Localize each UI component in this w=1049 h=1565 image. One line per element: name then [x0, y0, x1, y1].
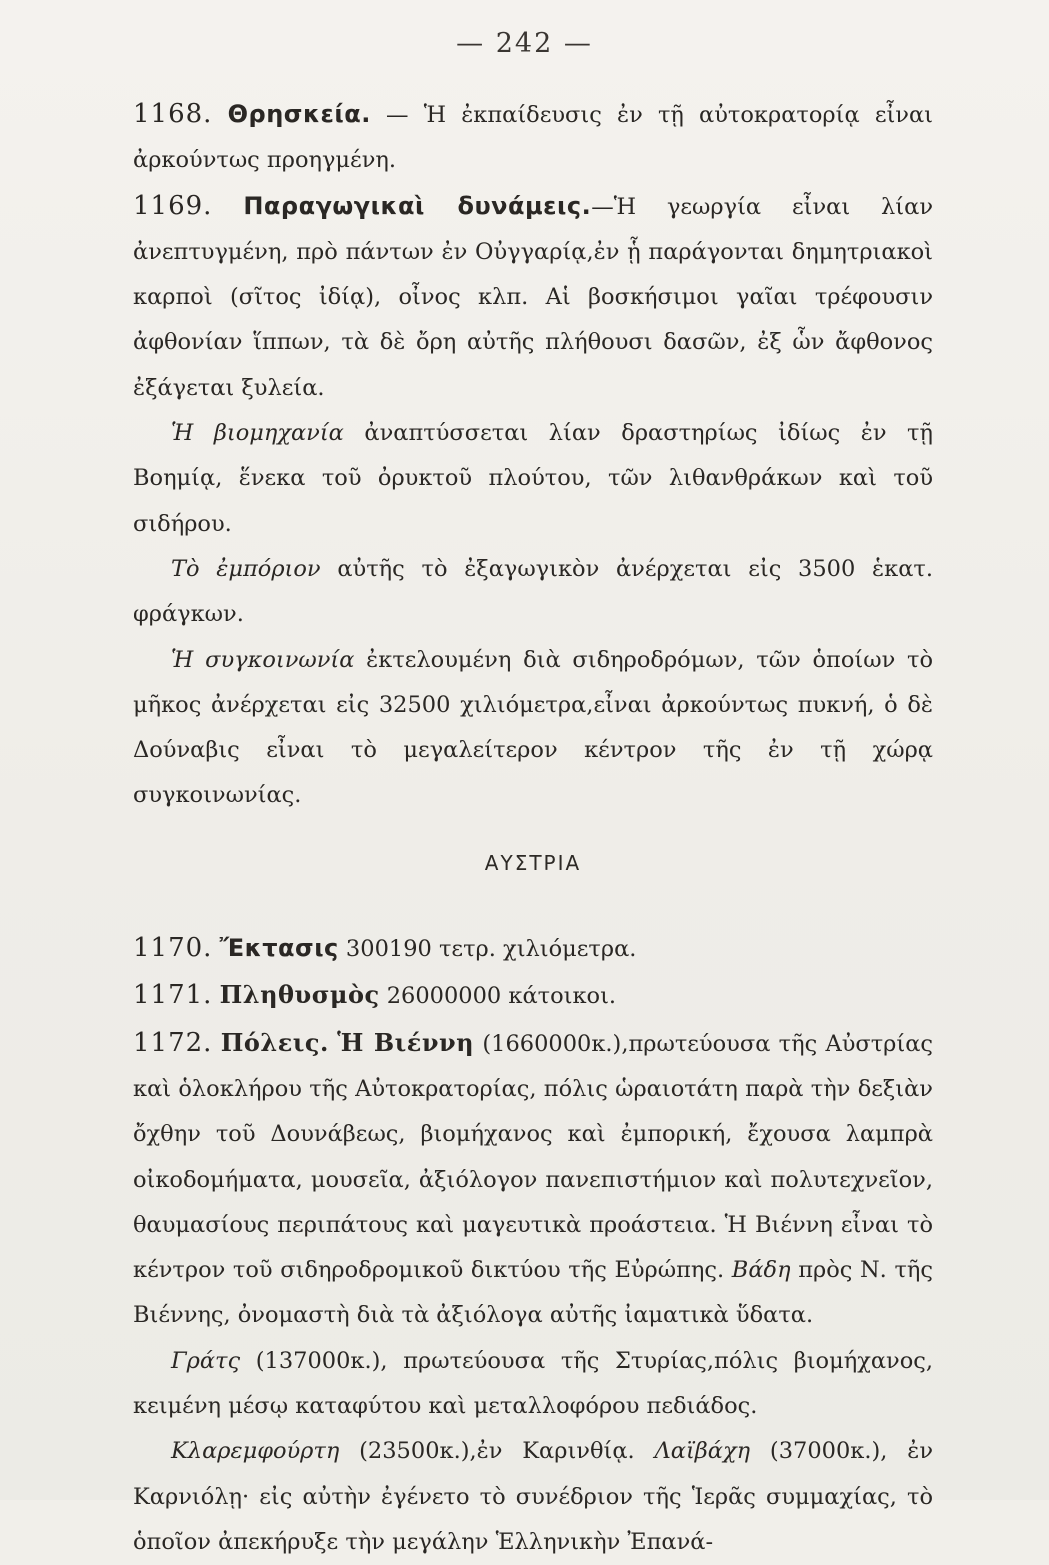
paragraph-text: πρὸς Ν. τῆς Βιέννης, ὀνομαστὴ διὰ τὰ ἀξιόλογα αὐτῆς ἰαματικὰ ὕδατα. — [133, 1257, 933, 1329]
italic-term: Κλαρεμφούρτη — [171, 1438, 340, 1465]
section-title: ΑΥΣΤΡΙΑ — [484, 850, 582, 875]
page-text — [133, 92, 933, 1565]
paragraph-text: (137000κ.), πρωτεύουσα τῆς Στυρίας,πόλις βιομήχανος, κειμένη μέσῳ καταφύτου καὶ μεταλλοφόρου πεδιάδος. — [133, 1347, 933, 1420]
paragraph-text: —Ἡ γεωργία εἶναι λίαν ἀνεπτυγμένη, πρὸ πάντων ἐν Οὐγγαρίᾳ,ἐν ᾗ παράγονται δημητριακοὶ καρποὶ (σῖτος ἰδίᾳ), οἶνος κλπ. Αἱ βοσκήσιμοι γαῖαι τρέφουσιν ἀφθονίαν ἵππων, τὰ δὲ ὄρη αὐτῆς πλήθουσι δασῶν, ἐξ ὧν ἄφθονος ἐξάγεται ξυλεία. — [133, 193, 934, 401]
paragraph-text: ἀναπτύσσεται λίαν δραστηρίως ἰδίως ἐν τῇ Βοημίᾳ, ἕνεκα τοῦ ὀρυκτοῦ πλούτου, τῶν λιθανθράκων καὶ τοῦ σιδήρου. — [133, 420, 933, 537]
italic-term: Ἡ βιομηχανία — [171, 420, 344, 447]
paragraph-text: (37000κ.), ἐν Καρνιόλῃ· εἰς αὐτὴν ἐγένετο τὸ συνέδριον τῆς Ἱερᾶς συμμαχίας, τὸ ὁποῖον ἀπεκήρυξε τὴν μεγάλην Ἑλληνικὴν Ἐπανά- — [133, 1438, 933, 1555]
section-heading: Παραγωγικαὶ δυνάμεις. — [243, 191, 592, 220]
italic-term: Βάδη — [731, 1257, 791, 1284]
paragraph-trade — [133, 547, 933, 638]
section-heading: Πόλεις. — [220, 1027, 329, 1057]
paragraph-1168 — [133, 92, 933, 184]
paragraph-communication — [133, 638, 933, 819]
paragraph-text: αὐτῆς τὸ ἐξαγωγικὸν ἀνέρχεται εἰς 3500 ἑκατ. φράγκων. — [133, 555, 933, 628]
paragraph-industry — [133, 411, 933, 547]
paragraph-text: 300190 τετρ. χιλιόμετρα. — [338, 936, 637, 963]
paragraph-text: 26000000 κάτοικοι. — [379, 983, 617, 1010]
section-heading: Πληθυσμὸς — [219, 980, 380, 1010]
section-number: 1168. — [133, 99, 213, 129]
paragraph-text: — Ἡ ἐκπαίδευσις ἐν τῇ αὐτοκρατορίᾳ εἶναι ἀρκούντως προηγμένη. — [133, 102, 933, 174]
paragraph-text: ἐκτελουμένη διὰ σιδηροδρόμων, τῶν ὁποίων τὸ μῆκος ἀνέρχεται εἰς 32500 χιλιόμετρα,εἶναι ἀρκούντως πυκνή, ὁ δὲ Δούναβις εἶναι τὸ μεγαλείτερον κέντρον τῆς ἐν τῇ χώρᾳ συγκοινωνίας. — [133, 646, 933, 809]
section-heading: Ἔκτασις — [219, 934, 339, 963]
section-number: 1171. — [133, 980, 213, 1011]
paragraph-1170 — [133, 926, 933, 972]
section-number: 1172. — [133, 1027, 213, 1058]
paragraph-graz — [133, 1339, 933, 1430]
section-heading: Θρησκεία. — [227, 100, 371, 128]
section-number: 1169. — [133, 190, 213, 221]
paragraph-text: (23500κ.),ἐν Καρινθίᾳ. — [339, 1438, 635, 1465]
italic-term: Γράτς — [171, 1347, 241, 1374]
italic-term: Τὸ ἐμπόριον — [171, 555, 321, 582]
city-heading: Ἡ Βιέννη — [337, 1027, 475, 1057]
paragraph-1169 — [133, 184, 933, 411]
page-number: — 242 — — [456, 28, 593, 59]
paragraph-1172 — [133, 1020, 933, 1339]
paragraph-klagenfurt — [133, 1429, 933, 1565]
italic-term: Λαϊβάχη — [654, 1438, 751, 1465]
paragraph-1171 — [133, 972, 933, 1019]
paragraph-text: (1660000κ.),πρωτεύουσα τῆς Αὐστρίας καὶ ὁλοκλήρου τῆς Αὐτοκρατορίας, πόλις ὡραιοτάτη παρὰ τὴν δεξιὰν ὄχθην τοῦ Δουνάβεως, βιομήχανος καὶ ἐμπορική, ἔχουσα λαμπρὰ οἰκοδομήματα, μουσεῖα, ἀξιόλογον πανεπιστήμιον καὶ πολυτεχνεῖον, θαυμασίους περιπάτους καὶ μαγευτικὰ προάστεια. Ἡ Βιέννη εἶναι τὸ κέντρον τοῦ σιδηροδρομικοῦ δικτύου τῆς Εὐρώπης. — [133, 1030, 934, 1284]
italic-term: Ἡ συγκοινωνία — [171, 646, 355, 673]
section-number: 1170. — [133, 933, 213, 964]
